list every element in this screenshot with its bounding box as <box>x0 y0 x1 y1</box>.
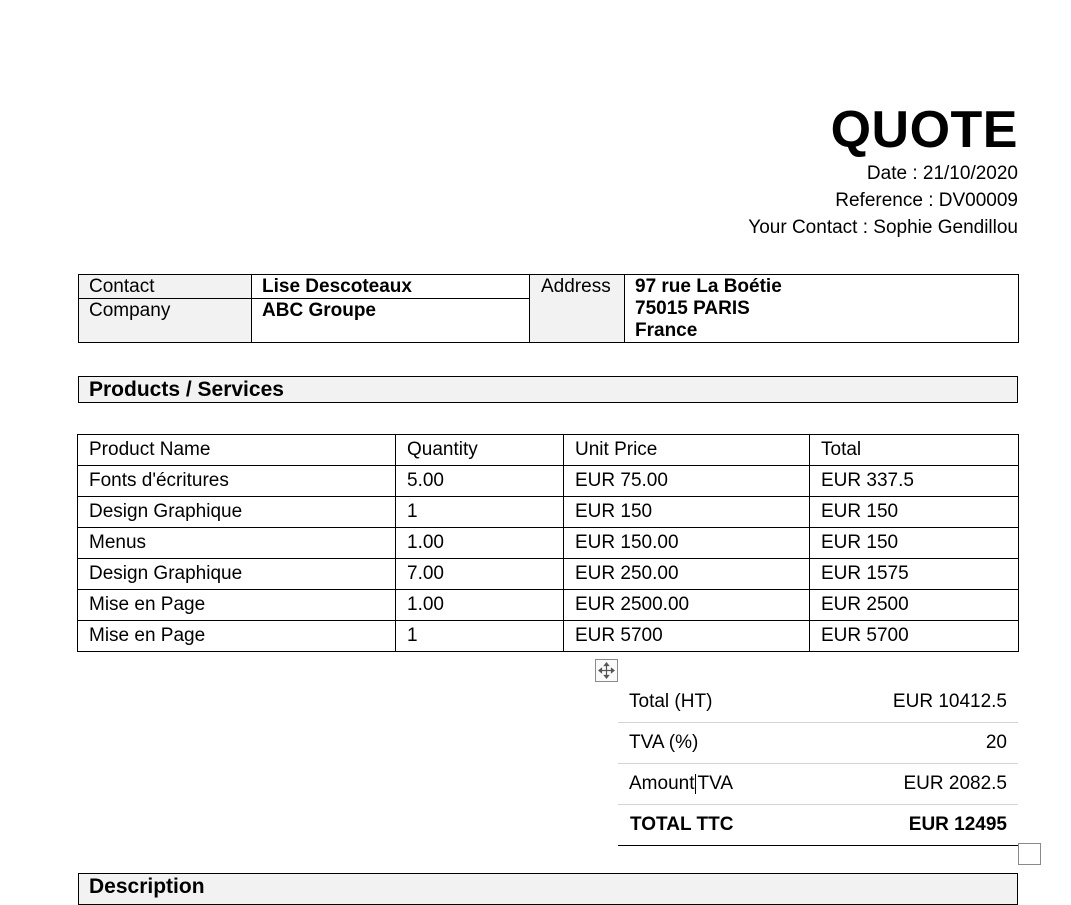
cell-unit-price[interactable]: EUR 150 <box>564 497 810 528</box>
document-title: QUOTE <box>830 101 1018 159</box>
cell-unit-price[interactable]: EUR 75.00 <box>564 466 810 497</box>
header-product-name[interactable]: Product Name <box>78 435 396 466</box>
cell-unit-price[interactable]: EUR 2500.00 <box>564 590 810 621</box>
your-contact: Your Contact : Sophie Gendillou <box>748 217 1018 238</box>
contact-value[interactable]: Lise Descoteaux <box>252 275 530 299</box>
total-ttc-label: TOTAL TTC <box>630 814 734 835</box>
cell-quantity[interactable]: 7.00 <box>396 559 564 590</box>
client-info-table <box>78 274 1019 343</box>
table-row <box>78 559 1019 590</box>
cell-unit-price[interactable]: EUR 250.00 <box>564 559 810 590</box>
tva-rate-label: TVA (%) <box>629 732 699 753</box>
total-ht-label: Total (HT) <box>629 691 713 712</box>
cell-total[interactable]: EUR 150 <box>810 528 1019 559</box>
address-line-3: France <box>635 320 698 341</box>
resize-box-icon[interactable] <box>1018 843 1041 865</box>
total-ht-value[interactable]: EUR 10412.5 <box>892 691 1007 712</box>
total-ttc-value[interactable]: EUR 12495 <box>908 814 1007 835</box>
cell-unit-price[interactable]: EUR 5700 <box>564 621 810 652</box>
amount-tva-label-part2: TVA <box>697 773 734 794</box>
items-table <box>77 434 1019 652</box>
header-unit-price[interactable]: Unit Price <box>564 435 810 466</box>
cell-product-name[interactable]: Menus <box>78 528 396 559</box>
products-section-header <box>78 376 1018 403</box>
table-row <box>78 466 1019 497</box>
cell-total[interactable]: EUR 1575 <box>810 559 1019 590</box>
table-row <box>78 621 1019 652</box>
cell-quantity[interactable]: 1 <box>396 497 564 528</box>
quote-date: Date : 21/10/2020 <box>866 163 1018 184</box>
cell-unit-price[interactable]: EUR 150.00 <box>564 528 810 559</box>
table-row <box>78 590 1019 621</box>
address-line-1: 97 rue La Boétie <box>635 276 782 297</box>
cell-total[interactable]: EUR 5700 <box>810 621 1019 652</box>
products-section-title: Products / Services <box>89 378 284 401</box>
amount-tva-label-part1: Amount <box>629 773 695 794</box>
total-ttc-row <box>618 805 1018 846</box>
header-total[interactable]: Total <box>810 435 1019 466</box>
address-label: Address <box>530 275 625 343</box>
amount-tva-value[interactable]: EUR 2082.5 <box>903 773 1007 794</box>
cell-total[interactable]: EUR 2500 <box>810 590 1019 621</box>
company-value[interactable]: ABC Groupe <box>252 299 530 343</box>
table-row <box>78 497 1019 528</box>
cell-product-name[interactable]: Mise en Page <box>78 590 396 621</box>
cell-product-name[interactable]: Mise en Page <box>78 621 396 652</box>
total-ht-row <box>618 682 1018 723</box>
cell-quantity[interactable]: 1.00 <box>396 528 564 559</box>
cell-quantity[interactable]: 1.00 <box>396 590 564 621</box>
tva-rate-row <box>618 723 1018 764</box>
address-value[interactable] <box>625 275 1019 343</box>
totals-table <box>618 682 1018 846</box>
contact-label: Contact <box>79 275 252 299</box>
header-quantity[interactable]: Quantity <box>396 435 564 466</box>
tva-rate-value[interactable]: 20 <box>985 732 1007 753</box>
cell-product-name[interactable]: Fonts d'écritures <box>78 466 396 497</box>
items-header-row <box>78 435 1019 466</box>
move-arrows-icon[interactable] <box>595 659 618 682</box>
cell-product-name[interactable]: Design Graphique <box>78 497 396 528</box>
cell-quantity[interactable]: 1 <box>396 621 564 652</box>
cell-total[interactable]: EUR 337.5 <box>810 466 1019 497</box>
cell-quantity[interactable]: 5.00 <box>396 466 564 497</box>
address-line-2: 75015 PARIS <box>635 298 750 319</box>
cell-product-name[interactable]: Design Graphique <box>78 559 396 590</box>
table-row <box>78 528 1019 559</box>
amount-tva-row <box>618 764 1018 805</box>
company-label: Company <box>79 299 252 343</box>
description-section-title: Description <box>89 875 205 898</box>
description-section-header <box>78 873 1018 905</box>
quote-reference: Reference : DV00009 <box>835 190 1018 211</box>
cell-total[interactable]: EUR 150 <box>810 497 1019 528</box>
amount-tva-label[interactable] <box>618 773 744 795</box>
